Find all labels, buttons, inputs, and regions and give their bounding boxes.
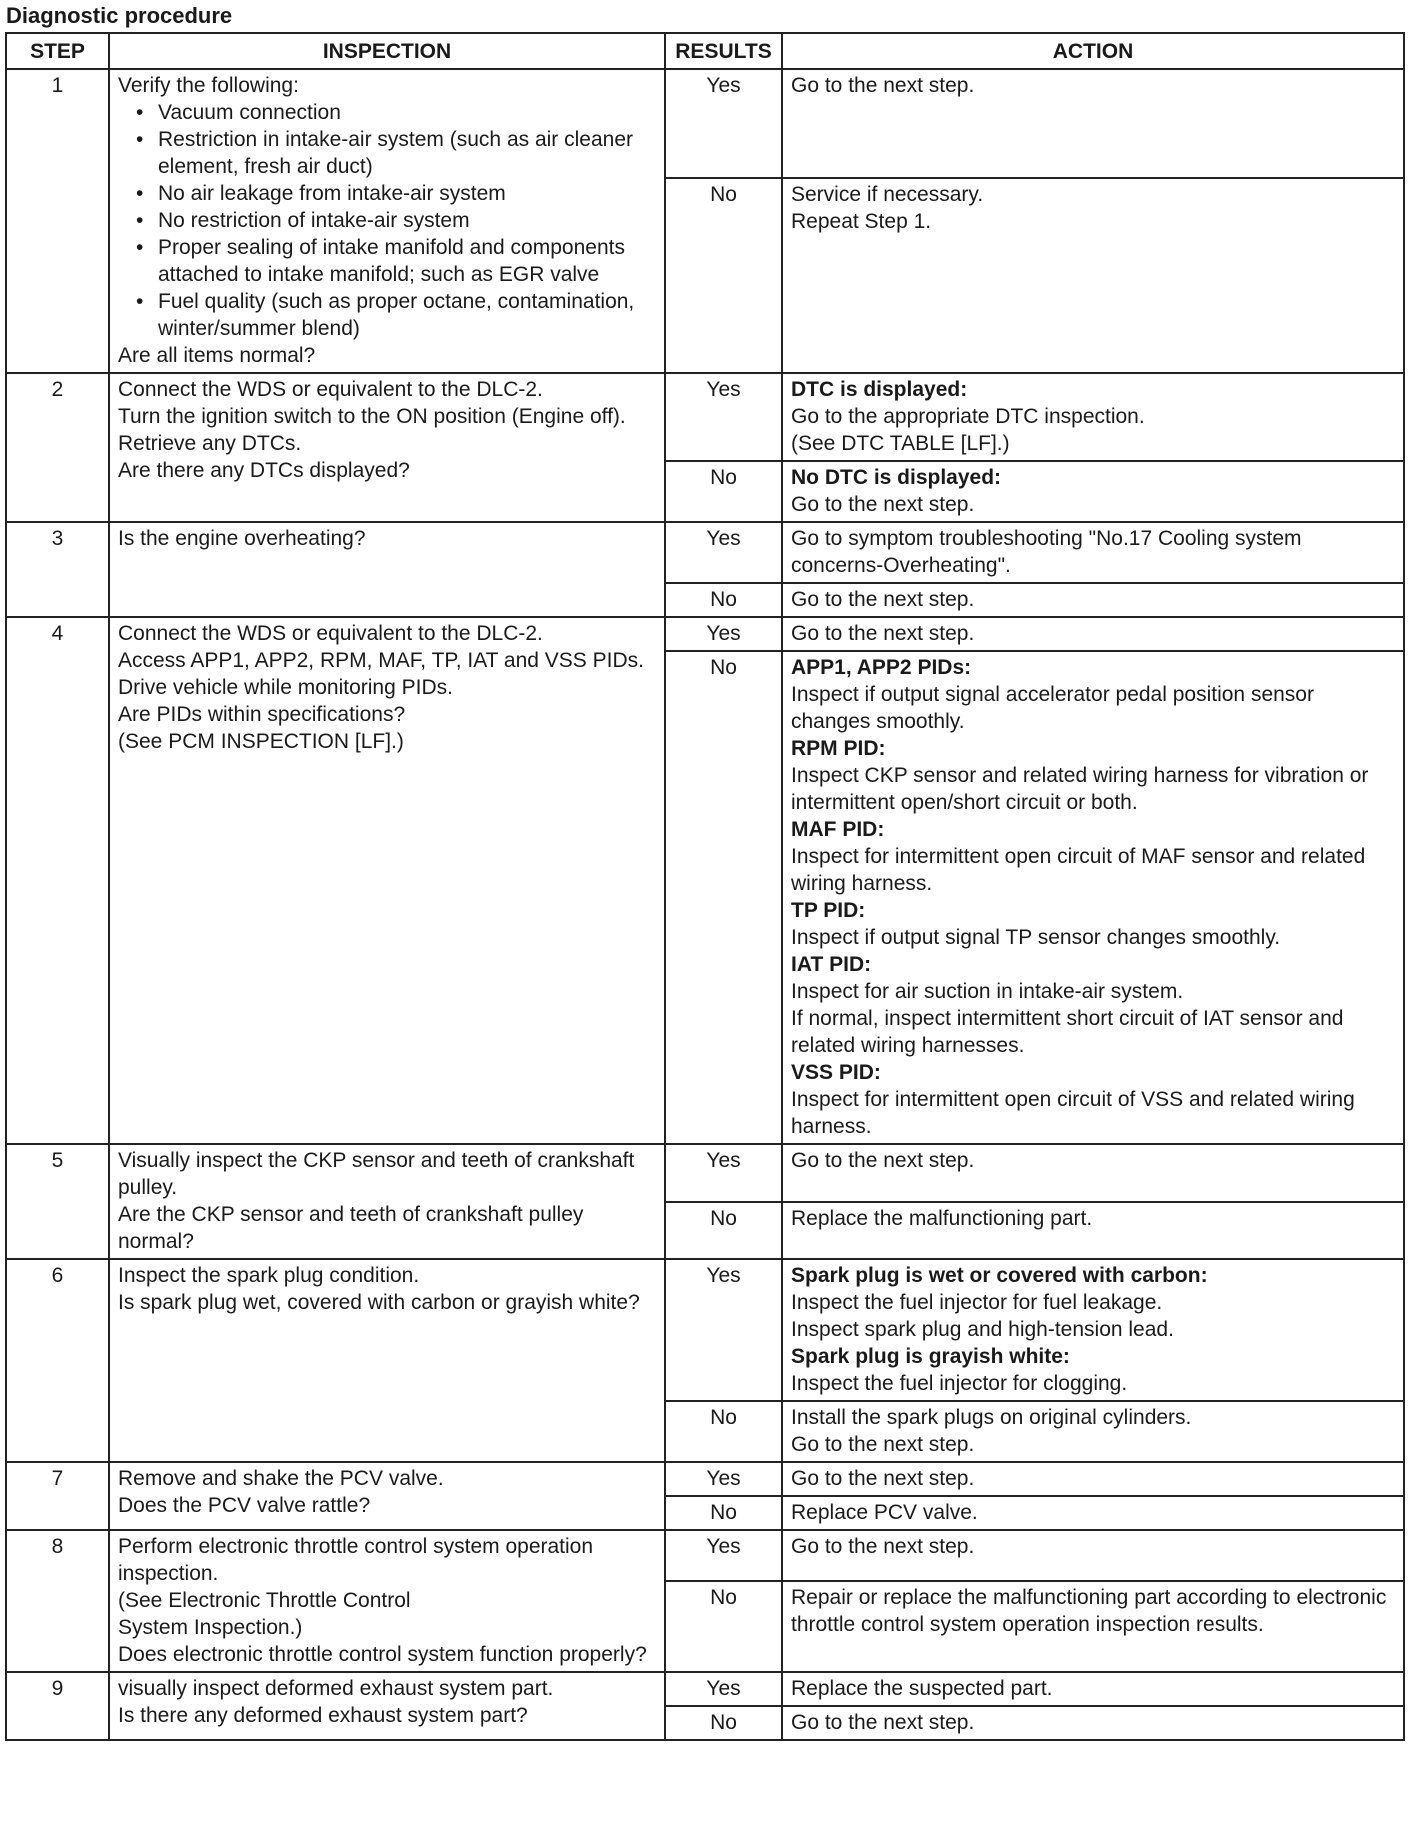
- inspection-cell: [109, 1259, 665, 1462]
- action-condition-heading: DTC is displayed:: [791, 378, 968, 401]
- inspection-text: Does the PCV valve rattle?: [118, 1494, 371, 1517]
- action-text: Repeat Step 1.: [791, 209, 932, 233]
- action-text: (See DTC TABLE [LF].): [791, 432, 1010, 455]
- result-label: Yes: [665, 1462, 782, 1496]
- action-cell: [782, 69, 1404, 178]
- result-label: Yes: [665, 617, 782, 651]
- action-text: Go to the next step.: [791, 1149, 975, 1172]
- action-cell: [782, 1581, 1404, 1672]
- action-text: Service if necessary.: [791, 182, 984, 206]
- action-text: Inspect for intermittent open circuit of VSS and related wiring harness.: [791, 1088, 1355, 1138]
- page-title: Diagnostic procedure: [6, 3, 233, 28]
- action-cell: [782, 1462, 1404, 1496]
- action-condition-heading: Spark plug is grayish white:: [791, 1345, 1070, 1368]
- action-text: Inspect for intermittent open circuit of MAF sensor and related wiring harness.: [791, 845, 1366, 895]
- step-number: 3: [6, 522, 109, 617]
- step-number: 9: [6, 1672, 109, 1740]
- inspection-text: Are the CKP sensor and teeth of crankshaft pulley normal?: [118, 1203, 584, 1253]
- action-condition-heading: No DTC is displayed:: [791, 466, 1002, 489]
- step-number: 8: [6, 1530, 109, 1672]
- checklist-item: • Fuel quality (such as proper octane, contamination, winter/summer blend): [130, 288, 656, 342]
- result-label: No: [665, 461, 782, 522]
- inspection-text: Turn the ignition switch to the ON position (Engine off).: [118, 405, 626, 428]
- inspection-cell: [109, 522, 665, 617]
- action-condition-heading: TP PID:: [791, 899, 866, 922]
- action-cell: [782, 522, 1404, 583]
- result-label: Yes: [665, 69, 782, 178]
- result-label: No: [665, 1401, 782, 1462]
- header-action: ACTION: [782, 33, 1404, 69]
- table-row: [6, 522, 1404, 583]
- action-cell: [782, 617, 1404, 651]
- action-text: Go to the next step.: [791, 622, 975, 645]
- checklist-item: • Vacuum connection: [130, 99, 656, 126]
- checklist-item: • Proper sealing of intake manifold and components attached to intake manifold; such as EGR valve: [130, 234, 656, 288]
- inspection-text: Remove and shake the PCV valve.: [118, 1467, 444, 1490]
- checklist-item: • No restriction of intake-air system: [130, 207, 656, 234]
- step-number: 4: [6, 617, 109, 1144]
- result-label: Yes: [665, 373, 782, 461]
- table-body: [6, 69, 1404, 1740]
- inspection-text: Is the engine overheating?: [118, 527, 366, 550]
- result-label: Yes: [665, 1259, 782, 1401]
- action-condition-heading: Spark plug is wet or covered with carbon:: [791, 1264, 1208, 1287]
- action-text: Inspect CKP sensor and related wiring harness for vibration or intermittent open/short circuit or both.: [791, 764, 1369, 814]
- inspection-text: Access APP1, APP2, RPM, MAF, TP, IAT and VSS PIDs.: [118, 649, 644, 672]
- diagnostic-table: [5, 32, 1405, 1741]
- action-condition-heading: IAT PID:: [791, 953, 872, 976]
- action-text: Go to the next step.: [791, 1467, 975, 1490]
- inspection-text: Connect the WDS or equivalent to the DLC-2.: [118, 378, 543, 401]
- inspection-text: visually inspect deformed exhaust system part.: [118, 1677, 554, 1700]
- action-text: Go to the next step.: [791, 1535, 975, 1558]
- inspection-cell: [109, 1672, 665, 1740]
- action-cell: [782, 1706, 1404, 1740]
- inspection-checklist: [118, 99, 656, 342]
- step-number: 6: [6, 1259, 109, 1462]
- inspection-text: (See PCM INSPECTION [LF].): [118, 730, 404, 753]
- action-cell: [782, 583, 1404, 617]
- table-row: [6, 1259, 1404, 1401]
- inspection-text: Is there any deformed exhaust system part?: [118, 1704, 528, 1727]
- action-cell: [782, 1530, 1404, 1581]
- action-text: Repair or replace the malfunctioning part according to electronic throttle control system operation inspection results.: [791, 1585, 1387, 1636]
- inspection-cell: [109, 373, 665, 522]
- table-row: [6, 617, 1404, 651]
- table-row: [6, 69, 1404, 178]
- action-cell: [782, 1144, 1404, 1202]
- table-row: [6, 1672, 1404, 1706]
- action-text: Go to the next step.: [791, 493, 975, 516]
- inspection-question: Are all items normal?: [118, 344, 316, 367]
- action-text: Inspect the fuel injector for clogging.: [791, 1372, 1128, 1395]
- action-text: Replace the suspected part.: [791, 1677, 1053, 1700]
- inspection-text: System Inspection.): [118, 1616, 303, 1639]
- action-text: Inspect if output signal accelerator pedal position sensor changes smoothly.: [791, 683, 1314, 733]
- header-results: RESULTS: [665, 33, 782, 69]
- inspection-text: Are PIDs within specifications?: [118, 703, 406, 726]
- result-label: No: [665, 1706, 782, 1740]
- result-label: No: [665, 583, 782, 617]
- table-header-row: [6, 33, 1404, 69]
- action-text: Inspect the fuel injector for fuel leakage.: [791, 1291, 1163, 1314]
- action-text: If normal, inspect intermittent short circuit of IAT sensor and related wiring harnesses.: [791, 1007, 1344, 1057]
- inspection-cell: [109, 1144, 665, 1259]
- action-text: Go to the next step.: [791, 588, 975, 611]
- step-number: 7: [6, 1462, 109, 1530]
- action-condition-heading: VSS PID:: [791, 1061, 881, 1084]
- result-label: No: [665, 178, 782, 373]
- action-text: Go to the appropriate DTC inspection.: [791, 405, 1145, 428]
- action-text: Install the spark plugs on original cylinders.: [791, 1406, 1192, 1429]
- action-cell: [782, 1202, 1404, 1260]
- result-label: Yes: [665, 1530, 782, 1581]
- action-cell: [782, 1672, 1404, 1706]
- result-label: Yes: [665, 1672, 782, 1706]
- action-cell: [782, 651, 1404, 1144]
- checklist-item: • No air leakage from intake-air system: [130, 180, 656, 207]
- inspection-cell: [109, 1530, 665, 1672]
- header-inspection: INSPECTION: [109, 33, 665, 69]
- step-number: 2: [6, 373, 109, 522]
- inspection-text: Does electronic throttle control system function properly?: [118, 1643, 647, 1666]
- step-number: 1: [6, 69, 109, 373]
- result-label: Yes: [665, 1144, 782, 1202]
- action-cell: [782, 373, 1404, 461]
- inspection-text: Connect the WDS or equivalent to the DLC-2.: [118, 622, 543, 645]
- inspection-text: Is spark plug wet, covered with carbon or grayish white?: [118, 1291, 640, 1314]
- inspection-cell: [109, 69, 665, 373]
- result-label: No: [665, 1581, 782, 1672]
- action-text: Go to the next step.: [791, 1433, 975, 1456]
- inspection-text: (See Electronic Throttle Control: [118, 1589, 411, 1612]
- inspection-text: Inspect the spark plug condition.: [118, 1264, 420, 1287]
- action-condition-heading: MAF PID:: [791, 818, 885, 841]
- action-text: Inspect for air suction in intake-air system.: [791, 980, 1184, 1003]
- action-text: Go to the next step.: [791, 74, 975, 97]
- inspection-text: Drive vehicle while monitoring PIDs.: [118, 676, 453, 699]
- table-row: [6, 1530, 1404, 1581]
- result-label: No: [665, 651, 782, 1144]
- result-label: No: [665, 1496, 782, 1530]
- inspection-text: Verify the following:: [118, 74, 299, 97]
- table-row: [6, 1462, 1404, 1496]
- action-cell: [782, 1259, 1404, 1401]
- checklist-item: • Restriction in intake-air system (such as air cleaner element, fresh air duct): [130, 126, 656, 180]
- header-step: STEP: [6, 33, 109, 69]
- table-row: [6, 373, 1404, 461]
- action-text: Go to the next step.: [791, 1711, 975, 1734]
- inspection-text: Are there any DTCs displayed?: [118, 459, 410, 482]
- action-text: Go to symptom troubleshooting "No.17 Cooling system concerns-Overheating".: [791, 527, 1302, 577]
- action-cell: [782, 1496, 1404, 1530]
- action-text: Inspect spark plug and high-tension lead.: [791, 1318, 1174, 1341]
- inspection-text: Visually inspect the CKP sensor and teeth of crankshaft pulley.: [118, 1149, 635, 1199]
- result-label: No: [665, 1202, 782, 1260]
- action-text: Replace PCV valve.: [791, 1501, 978, 1524]
- action-text: Inspect if output signal TP sensor changes smoothly.: [791, 926, 1281, 949]
- inspection-text: Perform electronic throttle control system operation inspection.: [118, 1535, 594, 1585]
- action-condition-heading: APP1, APP2 PIDs:: [791, 656, 972, 679]
- inspection-text: Retrieve any DTCs.: [118, 432, 302, 455]
- inspection-cell: [109, 617, 665, 1144]
- table-row: [6, 1144, 1404, 1202]
- result-label: Yes: [665, 522, 782, 583]
- action-text: Replace the malfunctioning part.: [791, 1206, 1093, 1230]
- action-cell: [782, 178, 1404, 373]
- action-cell: [782, 1401, 1404, 1462]
- action-cell: [782, 461, 1404, 522]
- action-condition-heading: RPM PID:: [791, 737, 886, 760]
- step-number: 5: [6, 1144, 109, 1259]
- inspection-cell: [109, 1462, 665, 1530]
